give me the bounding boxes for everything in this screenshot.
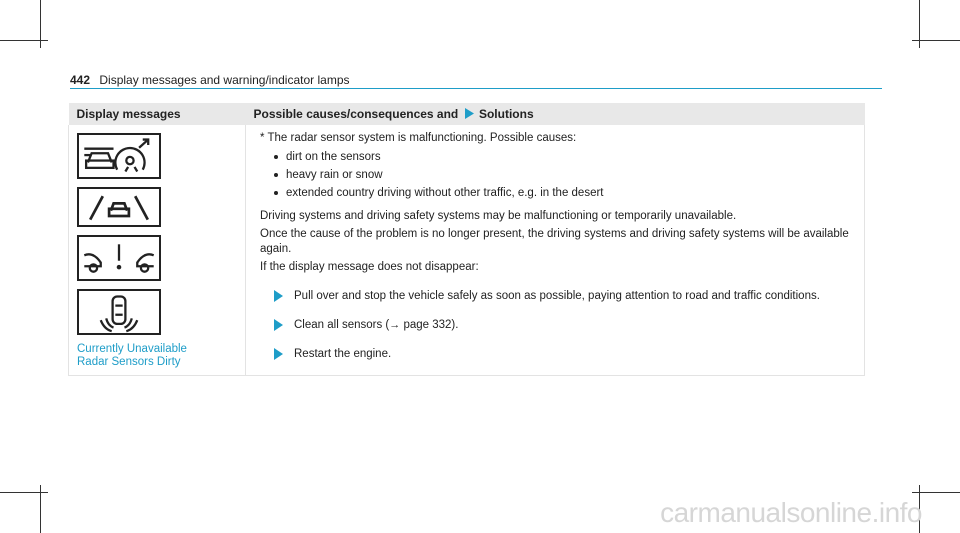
step-text-post: ).	[451, 319, 459, 331]
solution-step	[260, 318, 854, 333]
list-item: heavy rain or snow	[274, 168, 854, 183]
note-marker: *	[260, 132, 265, 144]
col-header-solutions-label: Solutions	[478, 107, 534, 121]
step-text-pre: Clean all sensors (	[294, 319, 390, 331]
crop-mark	[912, 492, 960, 493]
crop-mark	[0, 40, 48, 41]
page-header	[70, 73, 350, 87]
table-row	[69, 125, 865, 376]
col-header-causes-label: Possible causes/consequences and	[253, 107, 459, 121]
solution-step	[260, 347, 854, 362]
cause-intro-text: The radar sensor system is malfunctioning. Possible causes:	[267, 132, 577, 144]
availability-text: Once the cause of the problem is no longer present, the driving systems and driving safety systems will be available again.	[260, 228, 849, 255]
header-rule	[70, 88, 882, 89]
step-arrow-icon	[274, 290, 283, 302]
cause-list	[260, 150, 854, 201]
solution-arrow-icon	[464, 108, 474, 119]
display-message-text	[77, 343, 237, 369]
crop-mark	[0, 492, 48, 493]
solution-step	[260, 289, 854, 304]
display-message-cell	[69, 125, 246, 376]
reference-arrow-icon: →	[389, 319, 401, 331]
page-title: Display messages and warning/indicator lamps	[99, 73, 350, 87]
col-header-causes	[246, 103, 865, 125]
lane-keeping-icon	[77, 187, 161, 227]
crop-mark	[912, 40, 960, 41]
page-number: 442	[70, 73, 91, 87]
cause-intro	[260, 131, 854, 146]
persist-text: If the display message does not disappear:	[260, 261, 479, 273]
page-reference-link[interactable]: page 332	[403, 319, 452, 331]
message-line-2: Radar Sensors Dirty	[77, 356, 181, 368]
table-header-row	[69, 103, 865, 125]
watermark: carmanualsonline.info	[660, 497, 922, 528]
step-arrow-icon	[274, 319, 283, 331]
step-text: Pull over and stop the vehicle safely as soon as possible, paying attention to road and traffic conditions.	[294, 290, 820, 302]
message-table	[68, 103, 865, 376]
list-item: dirt on the sensors	[274, 150, 854, 165]
step-text: Restart the engine.	[294, 348, 392, 360]
col-header-display-messages: Display messages	[69, 103, 246, 125]
steering-assist-icon	[77, 235, 161, 281]
step-arrow-icon	[274, 348, 283, 360]
parking-sensor-icon	[77, 289, 161, 335]
distance-assist-icon	[77, 133, 161, 179]
list-item: extended country driving without other traffic, e.g. in the desert	[274, 186, 854, 201]
consequence-text: Driving systems and driving safety systems may be malfunctioning or temporarily unavailable.	[260, 210, 737, 222]
message-line-1: Currently Unavailable	[77, 343, 187, 355]
causes-solutions-cell	[246, 125, 865, 376]
